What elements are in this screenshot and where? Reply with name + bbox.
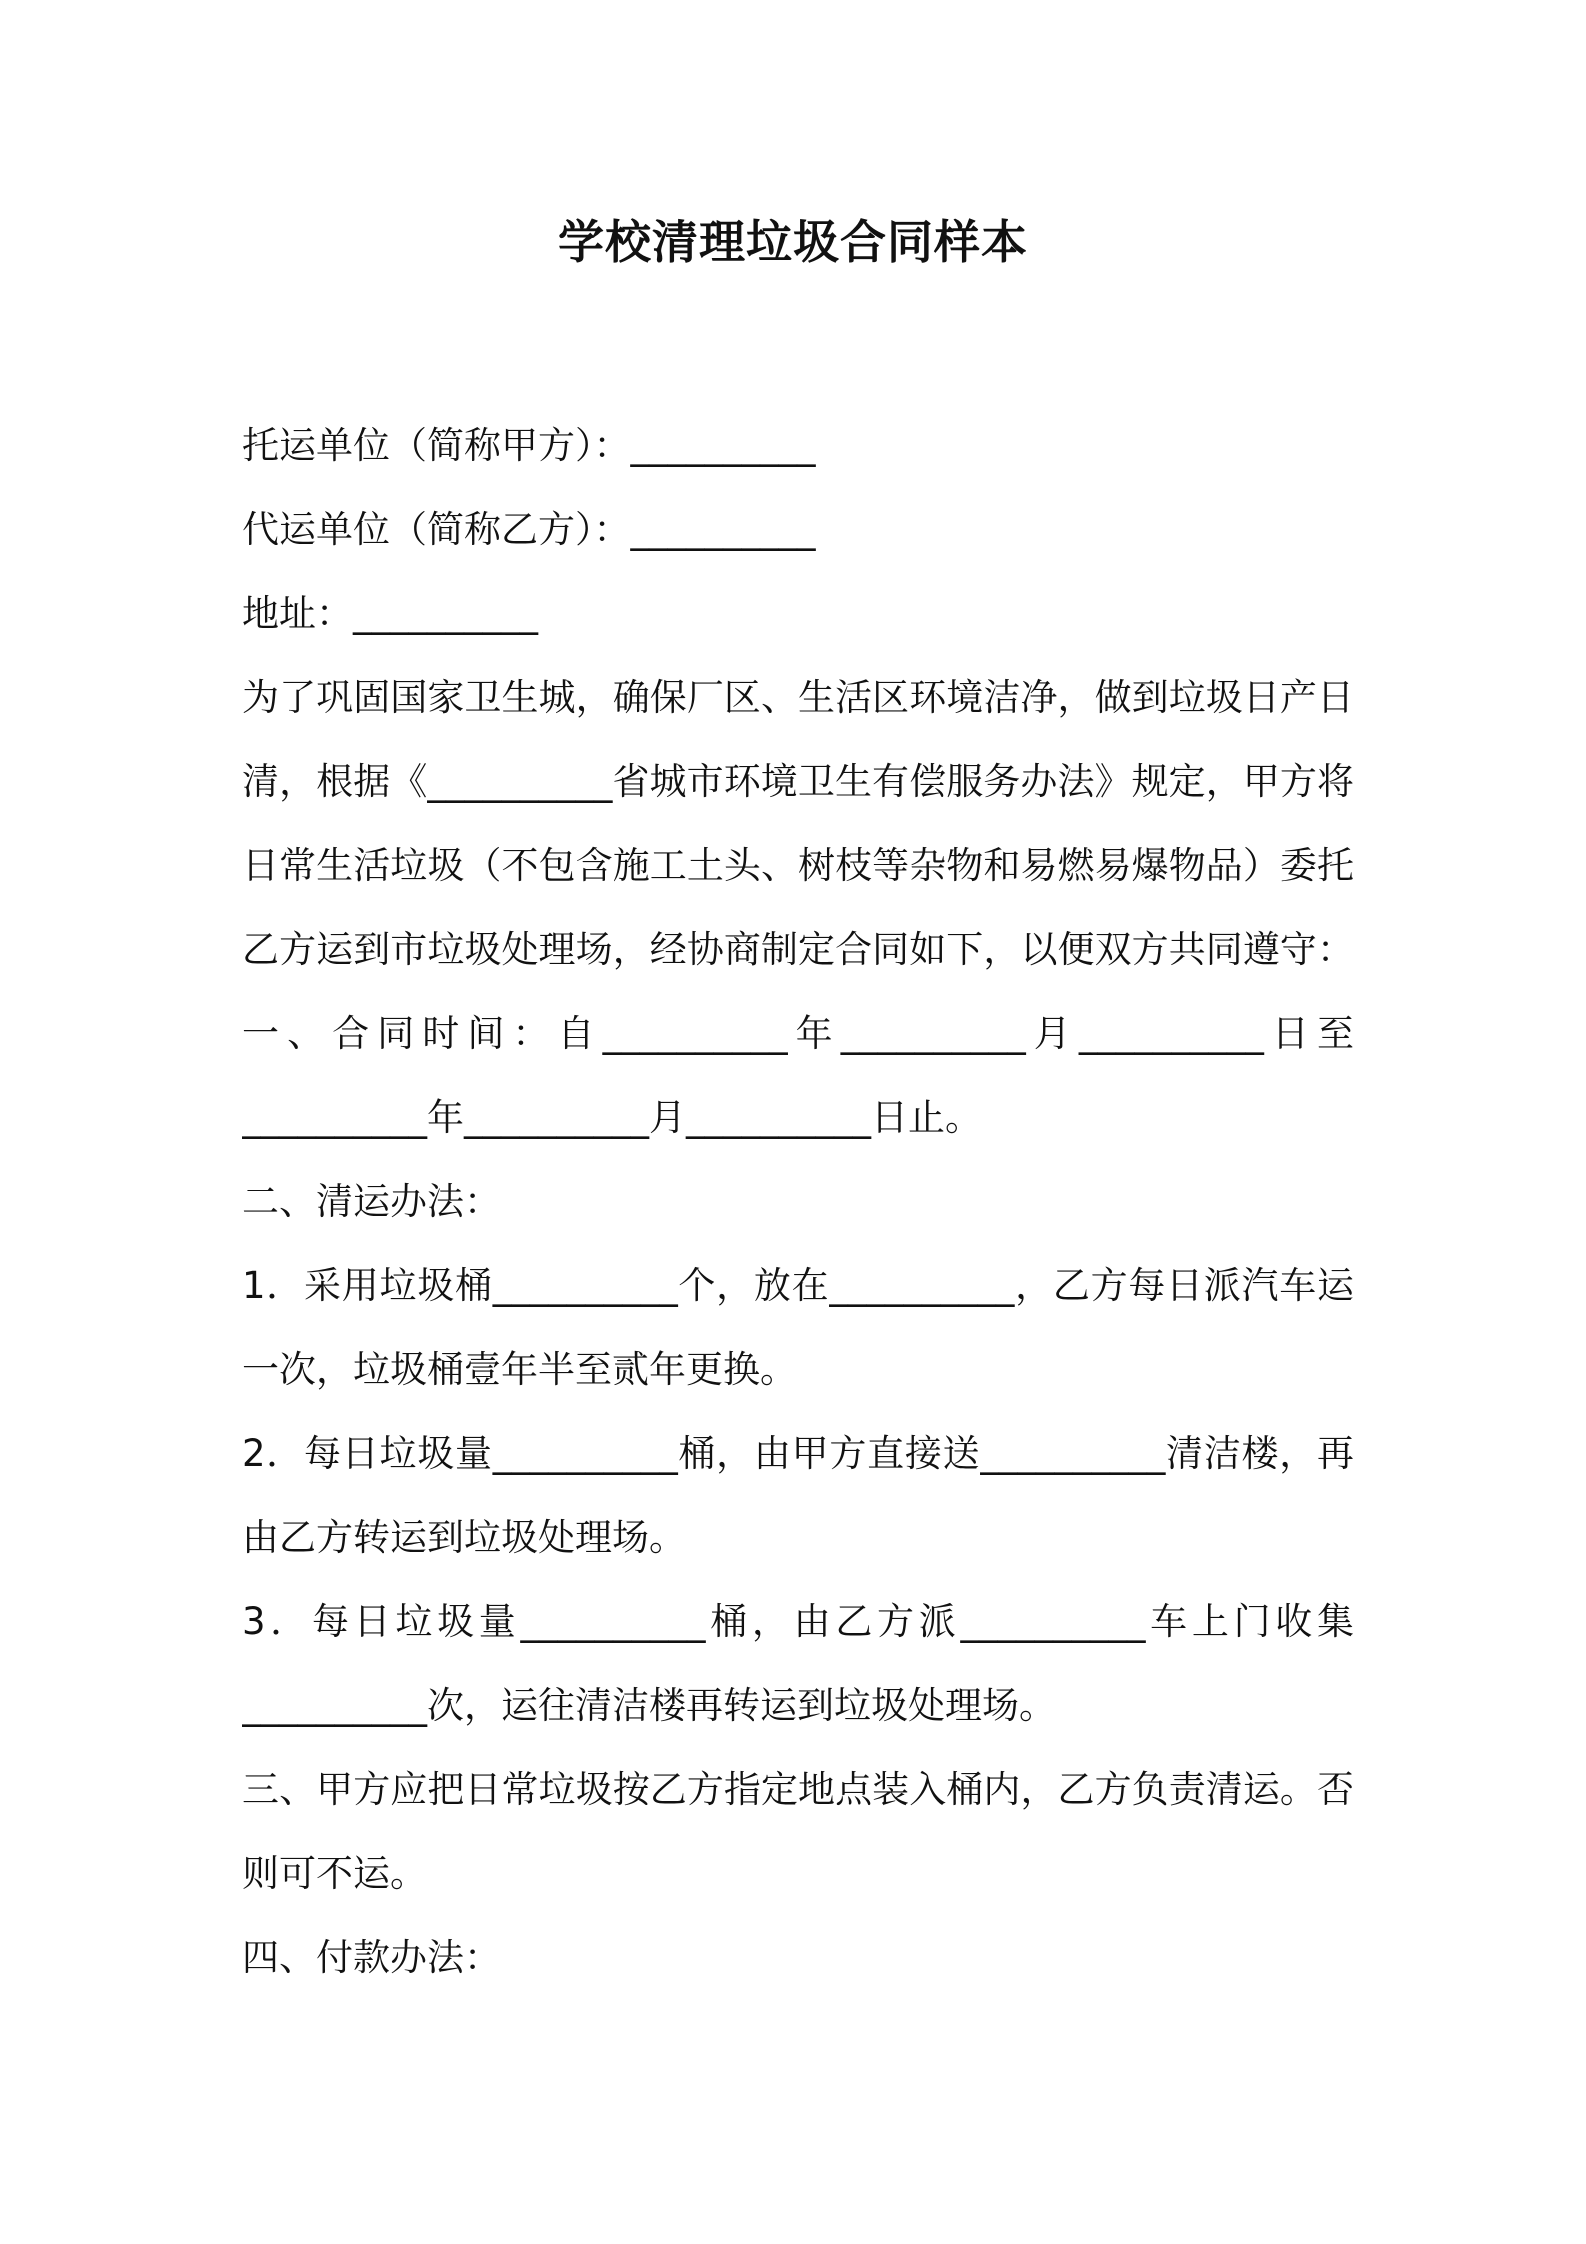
line-address: 地址：__________: [242, 592, 538, 635]
section-2-heading: 二、清运办法：: [242, 1180, 501, 1223]
item-2-line-2: 由乙方转运到垃圾处理场。: [242, 1516, 686, 1559]
section-3-line-1: 三、甲方应把日常垃圾按乙方指定地点装入桶内，乙方负责清运。否: [242, 1768, 1354, 1811]
paragraph-intro-line-1: 为了巩固国家卫生城，确保厂区、生活区环境洁净，做到垃圾日产日: [242, 676, 1354, 719]
item-3-line-2: __________次，运往清洁楼再转运到垃圾处理场。: [242, 1684, 1056, 1727]
item-3-line-1: 3．每日垃圾量__________桶，由乙方派__________车上门收集: [242, 1600, 1354, 1643]
section-1-contract-term-line-2: __________年__________月__________日止。: [242, 1096, 982, 1139]
section-3-line-2: 则可不运。: [242, 1852, 427, 1895]
document-body: [242, 404, 1354, 2000]
item-1-line-1: 1．采用垃圾桶__________个，放在__________，乙方每日派汽车运: [242, 1264, 1354, 1307]
line-consignor: 托运单位（简称甲方）：__________: [242, 424, 816, 467]
item-1-line-2: 一次，垃圾桶壹年半至贰年更换。: [242, 1348, 797, 1391]
item-2-line-1: 2．每日垃圾量__________桶，由甲方直接送__________清洁楼，再: [242, 1432, 1354, 1475]
section-1-contract-term-line-1: 一、合同时间：自__________年__________月__________日至: [242, 1012, 1354, 1055]
paragraph-intro-line-2: 清，根据《__________省城市环境卫生有偿服务办法》规定，甲方将: [242, 760, 1354, 803]
document-title: 学校清理垃圾合同样本: [558, 215, 1028, 269]
line-carrier: 代运单位（简称乙方）：__________: [242, 508, 816, 551]
section-4-heading: 四、付款办法：: [242, 1936, 501, 1979]
paragraph-intro-line-3: 日常生活垃圾（不包含施工土头、树枝等杂物和易燃易爆物品）委托: [242, 844, 1354, 887]
paragraph-intro-line-4: 乙方运到市垃圾处理场，经协商制定合同如下，以便双方共同遵守：: [242, 928, 1354, 971]
